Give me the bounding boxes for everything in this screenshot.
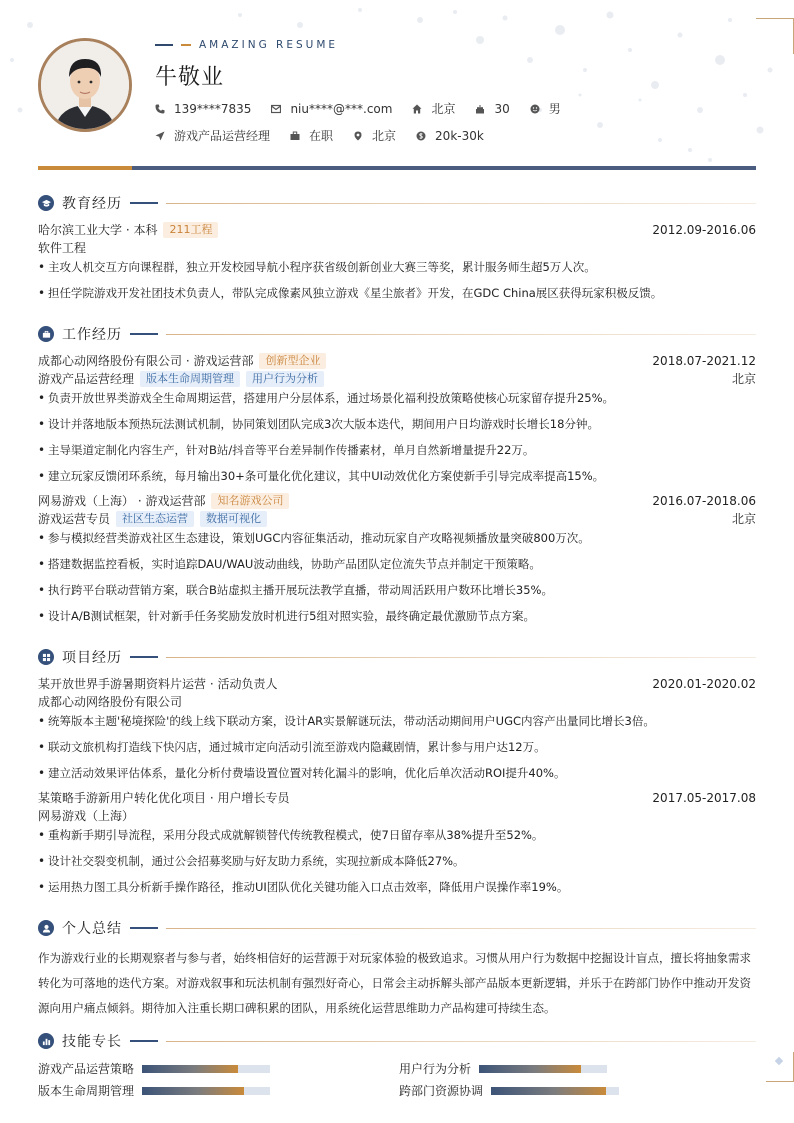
list-item: • 参与模拟经营类游戏社区生态建设，策划UGC内容征集活动，推动玩家自产攻略视频播放量突破800万次。 bbox=[38, 531, 590, 545]
project-org: 成都心动网络股份有限公司 bbox=[38, 695, 183, 709]
skill-label: 版本生命周期管理 bbox=[38, 1084, 135, 1098]
salary-item bbox=[416, 129, 484, 143]
corner-decoration-bottom bbox=[766, 1052, 794, 1082]
project-dates: 2017.05-2017.08 bbox=[652, 790, 756, 805]
briefcase-icon bbox=[38, 326, 54, 342]
company-name: 成都心动网络股份有限公司 · 游戏运营部 bbox=[38, 354, 254, 368]
work-city: 北京 bbox=[731, 372, 756, 386]
project-dates: 2020.01-2020.02 bbox=[652, 676, 756, 691]
mail-icon bbox=[271, 104, 281, 114]
age-text: 30 bbox=[494, 101, 510, 116]
skill-label: 用户行为分析 bbox=[399, 1062, 472, 1076]
section-work-title: 工作经历 bbox=[38, 324, 756, 344]
work-entry-header bbox=[38, 492, 756, 509]
list-item: • 设计A/B测试框架，针对新手任务奖励发放时机进行5组对照实验，最终确定最优激励节点方案。 bbox=[38, 609, 535, 623]
skill-item bbox=[38, 1082, 270, 1099]
list-item: • 运用热力图工具分析新手操作路径，推动UI团队优化关键功能入口点击效率，降低用户误操作率19%。 bbox=[38, 880, 569, 894]
city-text: 北京 bbox=[431, 102, 456, 116]
job-intent-row bbox=[155, 127, 504, 144]
salary-text: 20k-30k bbox=[435, 128, 484, 143]
list-item: • 联动文旅机构打造线下快闪店，通过城市定向活动引流至游戏内隐藏剧情，累计参与用户达12万。 bbox=[38, 740, 546, 754]
school-name: 哈尔滨工业大学 · 本科 bbox=[38, 223, 158, 237]
brand-text: AMAZING RESUME bbox=[199, 39, 339, 51]
skill-tag: 数据可视化 bbox=[200, 511, 267, 527]
work-dates: 2018.07-2021.12 bbox=[652, 353, 756, 368]
role-title: 游戏产品运营经理 bbox=[38, 372, 135, 386]
section-education-title: 教育经历 bbox=[38, 193, 756, 213]
skill-tag: 社区生态运营 bbox=[116, 511, 194, 527]
skill-bar bbox=[142, 1065, 270, 1073]
list-item: • 担任学院游戏开发社团技术负责人，带队完成像素风独立游戏《星尘旅者》开发，在GDC China展区获得玩家积极反馈。 bbox=[38, 286, 663, 300]
graduation-cap-icon bbox=[38, 195, 54, 211]
company-tag: 创新型企业 bbox=[259, 353, 326, 369]
skill-item bbox=[399, 1082, 619, 1099]
home-icon bbox=[412, 104, 422, 114]
list-item: • 搭建数据监控看板，实时追踪DAU/WAU波动曲线，协助产品团队定位流失节点并制定干预策略。 bbox=[38, 557, 541, 571]
list-item: • 主攻人机交互方向课程群，独立开发校园导航小程序获省级创新创业大赛三等奖，累计服务师生超5万人次。 bbox=[38, 260, 596, 274]
summary-text: 作为游戏行业的长期观察者与参与者，始终相信好的运营源于对玩家体验的极致追求。习惯从用户行为数据中挖掘设计盲点，擅长将抽象需求转化为可落地的迭代方案。对游戏叙事和玩法机制有强烈好奇心，日常会主动拆解头部产品版本更新逻辑，并乐于在跨部门协作中推动开发资源向用户痛点倾斜。期待加入注重长期口碑积累的团队，用系统化运营思维助力产品构建可持续生态。 bbox=[38, 951, 751, 1015]
project-entry-header bbox=[38, 675, 756, 692]
work-role-row bbox=[38, 370, 756, 387]
skill-label: 跨部门资源协调 bbox=[399, 1084, 484, 1098]
email-text: niu****@***.com bbox=[290, 101, 393, 116]
target-city-text: 北京 bbox=[372, 129, 397, 143]
city-item bbox=[412, 100, 455, 117]
list-item: • 设计并落地版本预热玩法测试机制，协同策划团队完成3次大版本迭代，期间用户日均游戏时长增长18分钟。 bbox=[38, 417, 599, 431]
user-icon bbox=[38, 920, 54, 936]
skill-bar bbox=[479, 1065, 607, 1073]
cake-icon bbox=[475, 104, 485, 114]
brand-line bbox=[155, 44, 173, 46]
work-role-row bbox=[38, 510, 756, 527]
education-major-row bbox=[38, 239, 756, 256]
project-org: 网易游戏（上海） bbox=[38, 809, 135, 823]
brand-row bbox=[155, 39, 338, 51]
target-role-text: 游戏产品运营经理 bbox=[174, 129, 271, 143]
section-summary-title: 个人总结 bbox=[38, 918, 756, 938]
work-city: 北京 bbox=[731, 512, 756, 526]
section-projects-title: 项目经历 bbox=[38, 647, 756, 667]
section-skills-title: 技能专长 bbox=[38, 1031, 756, 1051]
role-title: 游戏运营专员 bbox=[38, 512, 111, 526]
avatar bbox=[38, 38, 132, 132]
list-item: • 设计社交裂变机制，通过公会招募奖励与好友助力系统，实现拉新成本降低27%。 bbox=[38, 854, 465, 868]
project-title: 某策略手游新用户转化优化项目 · 用户增长专员 bbox=[38, 791, 290, 805]
list-item: • 负责开放世界类游戏全生命周期运营，搭建用户分层体系，通过场景化福利投放策略使核心玩家留存提升25%。 bbox=[38, 391, 615, 405]
gender-item bbox=[530, 100, 561, 117]
money-icon bbox=[416, 131, 426, 141]
phone-item bbox=[155, 102, 251, 116]
header-divider bbox=[38, 166, 756, 170]
role-item bbox=[155, 127, 270, 144]
skill-item bbox=[38, 1060, 270, 1077]
list-item: • 主导渠道定制化内容生产，针对B站/抖音等平台差异制作传播素材，单月自然新增量提升22万。 bbox=[38, 443, 535, 457]
skill-item bbox=[399, 1060, 607, 1077]
list-item: • 重构新手期引导流程，采用分段式成就解锁替代传统教程模式，使7日留存率从38%提升至52%。 bbox=[38, 828, 544, 842]
company-tag: 知名游戏公司 bbox=[211, 493, 289, 509]
skill-label: 游戏产品运营策略 bbox=[38, 1062, 135, 1076]
list-item: • 建立活动效果评估体系，量化分析付费墙设置位置对转化漏斗的影响，优化后单次活动ROI提升40%。 bbox=[38, 766, 566, 780]
project-entry-header bbox=[38, 789, 756, 806]
education-dates: 2012.09-2016.06 bbox=[652, 222, 756, 237]
project-org-row bbox=[38, 807, 756, 824]
gender-text: 男 bbox=[548, 102, 561, 116]
company-name: 网易游戏（上海） · 游戏运营部 bbox=[38, 494, 206, 508]
list-item: • 统筹版本主题'秘境探险'的线上线下联动方案，设计AR实景解谜玩法，带动活动期间用户UGC内容产出量同比增长3倍。 bbox=[38, 714, 655, 728]
status-item bbox=[290, 127, 333, 144]
smile-icon bbox=[530, 104, 540, 114]
project-title: 某开放世界手游暑期资料片运营 · 活动负责人 bbox=[38, 677, 278, 691]
email-item bbox=[271, 102, 392, 116]
phone-text: 139****7835 bbox=[174, 101, 252, 116]
brand-line-accent bbox=[181, 44, 191, 46]
phone-icon bbox=[155, 104, 165, 114]
work-entry-header bbox=[38, 352, 756, 369]
school-tag: 211工程 bbox=[163, 222, 218, 238]
corner-decoration-top bbox=[756, 18, 794, 54]
skill-bar bbox=[142, 1087, 270, 1095]
education-entry-header bbox=[38, 221, 756, 238]
list-item: • 执行跨平台联动营销方案，联合B站虚拟主播开展玩法教学直播，带动周活跃用户数环比增长35%。 bbox=[38, 583, 553, 597]
candidate-name: 牛敬业 bbox=[155, 65, 225, 90]
project-org-row bbox=[38, 693, 756, 710]
list-item: • 建立玩家反馈闭环系统，每月输出30+条可量化优化建议，其中UI动效优化方案使新手引导完成率提高15%。 bbox=[38, 469, 605, 483]
grid-icon bbox=[38, 649, 54, 665]
bar-chart-icon bbox=[38, 1033, 54, 1049]
status-text: 在职 bbox=[309, 129, 334, 143]
location-icon bbox=[353, 131, 363, 141]
major: 软件工程 bbox=[38, 241, 87, 255]
target-city-item bbox=[353, 127, 396, 144]
send-icon bbox=[155, 131, 165, 141]
skill-bar bbox=[491, 1087, 619, 1095]
skill-tag: 版本生命周期管理 bbox=[140, 371, 240, 387]
work-dates: 2016.07-2018.06 bbox=[652, 493, 756, 508]
skill-tag: 用户行为分析 bbox=[246, 371, 324, 387]
briefcase-icon bbox=[290, 131, 300, 141]
contact-row bbox=[155, 100, 581, 117]
age-item bbox=[475, 102, 509, 116]
